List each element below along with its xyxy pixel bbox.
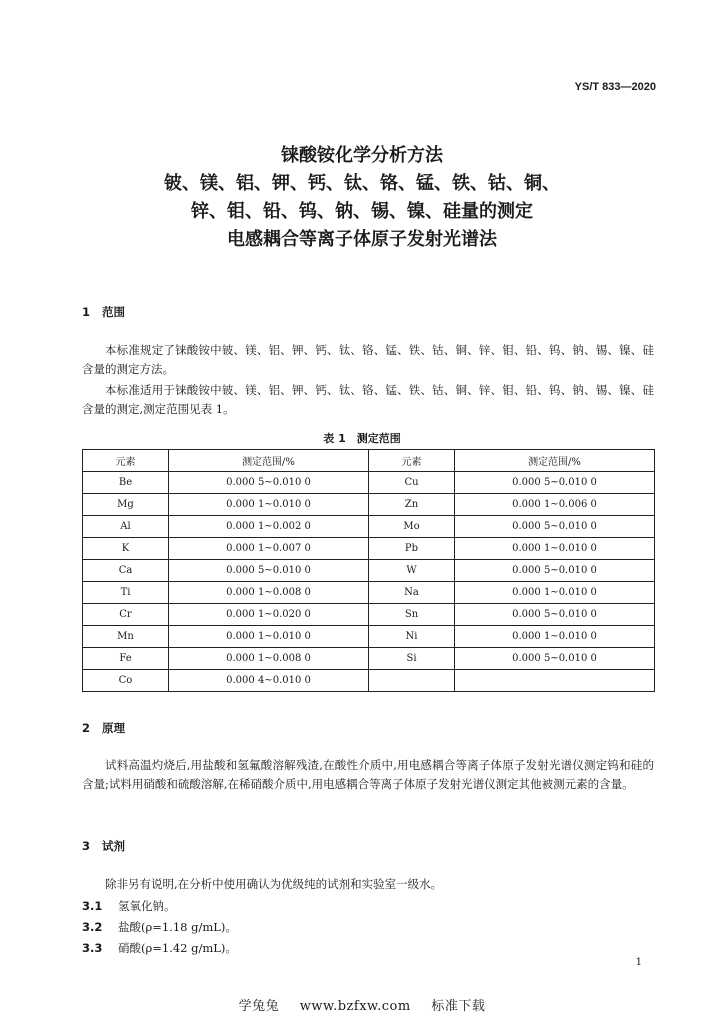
measurement-range-table — [82, 449, 655, 692]
reagent-text: 硝酸(ρ=1.42 g/mL)。 — [118, 941, 237, 955]
title-line: 电感耦合等离子体原子发射光谱法 — [227, 229, 497, 250]
section-title: 试剂 — [102, 839, 125, 853]
reagent-item — [82, 919, 237, 935]
element-cell: Ti — [83, 582, 169, 604]
element-cell: Co — [83, 670, 169, 692]
element-cell: Ni — [369, 626, 455, 648]
element-cell: Be — [83, 472, 169, 494]
reagent-number: 3.1 — [82, 899, 103, 913]
title-line: 铼酸铵化学分析方法 — [281, 145, 443, 166]
range-cell: 0.000 1~0.010 0 — [455, 626, 655, 648]
element-cell: Pb — [369, 538, 455, 560]
range-cell: 0.000 1~0.020 0 — [169, 604, 369, 626]
section-number: 2 — [82, 721, 91, 735]
reagent-item — [82, 898, 176, 914]
reagents-paragraph: 除非另有说明,在分析中使用确认为优级纯的试剂和实验室一级水。 — [105, 877, 443, 891]
title-line: 锌、钼、铅、钨、钠、锡、镍、硅量的测定 — [191, 201, 533, 222]
element-cell: Mg — [83, 494, 169, 516]
page-number: 1 — [635, 957, 642, 968]
scope-paragraph-2: 本标准适用于铼酸铵中铍、镁、铝、钾、钙、钛、铬、锰、铁、钴、铜、锌、钼、铅、钨、钠、锡、镍、硅含量的测定,测定范围见表 1。 — [82, 383, 654, 416]
range-cell: 0.000 1~0.008 0 — [169, 648, 369, 670]
range-cell: 0.000 5~0.010 0 — [455, 648, 655, 670]
column-header: 测定范围/% — [169, 450, 369, 472]
element-cell: Zn — [369, 494, 455, 516]
table-row — [83, 560, 655, 582]
element-cell: Na — [369, 582, 455, 604]
range-cell: 0.000 1~0.007 0 — [169, 538, 369, 560]
footer-site-name: 学兔兔 — [238, 999, 280, 1014]
reagent-item — [82, 940, 237, 956]
table-row — [83, 516, 655, 538]
range-cell: 0.000 5~0.010 0 — [455, 516, 655, 538]
range-cell: 0.000 5~0.010 0 — [455, 472, 655, 494]
table-body — [83, 472, 655, 692]
table-header-row — [83, 450, 655, 472]
element-cell: Mn — [83, 626, 169, 648]
element-cell: Si — [369, 648, 455, 670]
element-cell: Ca — [83, 560, 169, 582]
principle-paragraph: 试料高温灼烧后,用盐酸和氢氟酸溶解残渣,在酸性介质中,用电感耦合等离子体原子发射光谱仪测定钨和硅的含量;试料用硝酸和硫酸溶解,在稀硝酸介质中,用电感耦合等离子体原子发射光谱仪测定其他被测元素的含量。 — [82, 758, 654, 791]
range-cell: 0.000 1~0.010 0 — [169, 626, 369, 648]
table-row — [83, 648, 655, 670]
title-line: 铍、镁、铝、钾、钙、钛、铬、锰、铁、钴、铜、 — [164, 173, 560, 194]
column-header: 测定范围/% — [455, 450, 655, 472]
element-cell: Sn — [369, 604, 455, 626]
range-cell: 0.000 1~0.010 0 — [169, 494, 369, 516]
range-cell: 0.000 1~0.008 0 — [169, 582, 369, 604]
table-row — [83, 670, 655, 692]
element-cell: Cu — [369, 472, 455, 494]
section-title: 原理 — [102, 721, 125, 735]
section-heading-scope — [82, 304, 125, 320]
table-row — [83, 472, 655, 494]
section-number: 1 — [82, 305, 91, 319]
table-row — [83, 538, 655, 560]
element-cell: Mo — [369, 516, 455, 538]
table-caption: 表 1 测定范围 — [323, 432, 401, 445]
column-header: 元素 — [369, 450, 455, 472]
document-title — [0, 142, 724, 254]
standard-code: YS/T 833—2020 — [574, 81, 656, 93]
reagent-number: 3.2 — [82, 920, 103, 934]
element-cell — [369, 670, 455, 692]
range-cell: 0.000 1~0.010 0 — [455, 538, 655, 560]
element-cell: Al — [83, 516, 169, 538]
scope-paragraph-1: 本标准规定了铼酸铵中铍、镁、铝、钾、钙、钛、铬、锰、铁、钴、铜、锌、钼、铅、钨、钠、锡、镍、硅含量的测定方法。 — [82, 343, 654, 376]
range-cell: 0.000 5~0.010 0 — [455, 560, 655, 582]
section-number: 3 — [82, 839, 91, 853]
section-title: 范围 — [102, 305, 125, 319]
element-cell: K — [83, 538, 169, 560]
range-cell: 0.000 4~0.010 0 — [169, 670, 369, 692]
table-row — [83, 626, 655, 648]
range-cell: 0.000 1~0.002 0 — [169, 516, 369, 538]
range-cell: 0.000 5~0.010 0 — [169, 560, 369, 582]
footer-watermark — [0, 995, 724, 1014]
reagent-number: 3.3 — [82, 941, 103, 955]
range-cell — [455, 670, 655, 692]
element-cell: W — [369, 560, 455, 582]
footer-url[interactable]: www.bzfxw.com — [299, 999, 411, 1014]
table-row — [83, 604, 655, 626]
range-cell: 0.000 5~0.010 0 — [169, 472, 369, 494]
element-cell: Cr — [83, 604, 169, 626]
element-cell: Fe — [83, 648, 169, 670]
section-heading-reagents — [82, 838, 125, 854]
range-cell: 0.000 5~0.010 0 — [455, 604, 655, 626]
footer-tagline: 标准下载 — [431, 999, 486, 1014]
table-row — [83, 582, 655, 604]
range-cell: 0.000 1~0.010 0 — [455, 582, 655, 604]
table-row — [83, 494, 655, 516]
reagent-text: 氢氧化钠。 — [118, 899, 176, 913]
range-cell: 0.000 1~0.006 0 — [455, 494, 655, 516]
reagent-text: 盐酸(ρ=1.18 g/mL)。 — [118, 920, 237, 934]
column-header: 元素 — [83, 450, 169, 472]
section-heading-principle — [82, 720, 125, 736]
